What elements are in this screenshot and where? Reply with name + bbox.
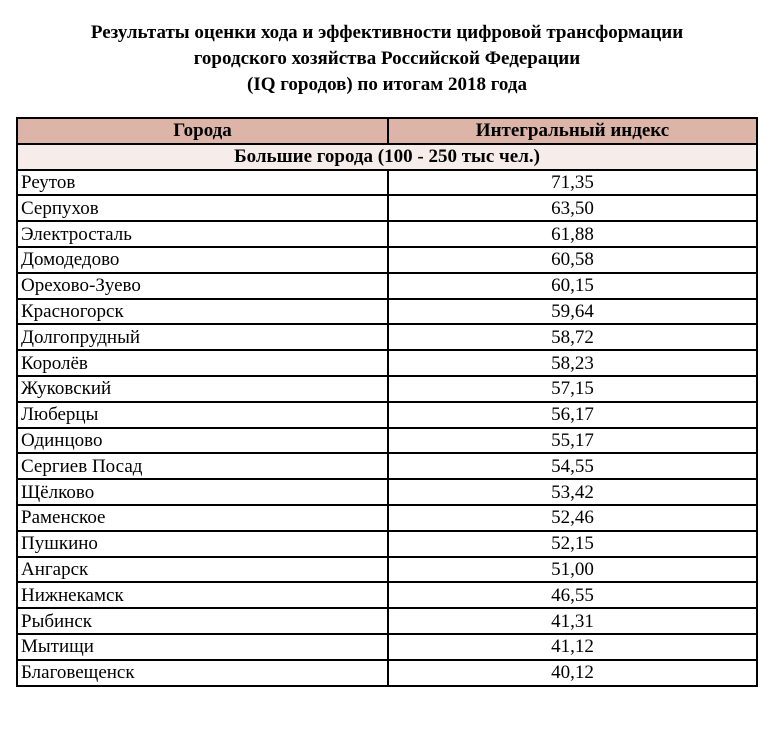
integral-index-value: 60,15 (388, 273, 757, 299)
city-name: Домодедово (17, 247, 388, 273)
table-row (17, 299, 757, 325)
document-title (0, 20, 774, 98)
integral-index-value: 58,23 (388, 350, 757, 376)
table-row (17, 660, 757, 686)
table-row (17, 273, 757, 299)
table-row (17, 453, 757, 479)
city-name: Раменское (17, 505, 388, 531)
city-name: Орехово-Зуево (17, 273, 388, 299)
title-line-2: городского хозяйства Российской Федерации (193, 48, 581, 69)
table-row (17, 221, 757, 247)
section-label: Большие города (100 - 250 тыс чел.) (17, 144, 757, 170)
city-name: Мытищи (17, 634, 388, 660)
integral-index-value: 57,15 (388, 376, 757, 402)
city-name: Королёв (17, 350, 388, 376)
section-row (17, 144, 757, 170)
integral-index-value: 56,17 (388, 402, 757, 428)
integral-index-value: 53,42 (388, 479, 757, 505)
city-name: Электросталь (17, 221, 388, 247)
integral-index-value: 46,55 (388, 582, 757, 608)
city-name: Рыбинск (17, 608, 388, 634)
table-row (17, 608, 757, 634)
table-row (17, 350, 757, 376)
city-name: Щёлково (17, 479, 388, 505)
header-index: Интегральный индекс (388, 118, 757, 144)
integral-index-value: 40,12 (388, 660, 757, 686)
table-row (17, 479, 757, 505)
table-row (17, 195, 757, 221)
table-body (17, 144, 757, 686)
city-name: Красногорск (17, 299, 388, 325)
city-name: Сергиев Посад (17, 453, 388, 479)
table-row (17, 557, 757, 583)
title-line-1: Результаты оценки хода и эффективности цифровой трансформации (90, 22, 684, 43)
table-row (17, 170, 757, 196)
integral-index-value: 61,88 (388, 221, 757, 247)
table-row (17, 247, 757, 273)
table-row (17, 582, 757, 608)
table-row (17, 324, 757, 350)
integral-index-value: 41,31 (388, 608, 757, 634)
city-name: Люберцы (17, 402, 388, 428)
integral-index-value: 54,55 (388, 453, 757, 479)
table-row (17, 634, 757, 660)
integral-index-value: 58,72 (388, 324, 757, 350)
city-name: Долгопрудный (17, 324, 388, 350)
title-line-3: (IQ городов) по итогам 2018 года (247, 74, 527, 95)
city-name: Пушкино (17, 531, 388, 557)
integral-index-value: 55,17 (388, 428, 757, 454)
integral-index-value: 51,00 (388, 557, 757, 583)
table-row (17, 531, 757, 557)
table-row (17, 428, 757, 454)
city-name: Одинцово (17, 428, 388, 454)
header-row (17, 118, 757, 144)
city-name: Реутов (17, 170, 388, 196)
header-city: Города (17, 118, 388, 144)
integral-index-value: 52,15 (388, 531, 757, 557)
city-name: Жуковский (17, 376, 388, 402)
integral-index-value: 71,35 (388, 170, 757, 196)
city-name: Благовещенск (17, 660, 388, 686)
city-name: Серпухов (17, 195, 388, 221)
integral-index-value: 63,50 (388, 195, 757, 221)
table-row (17, 402, 757, 428)
integral-index-value: 60,58 (388, 247, 757, 273)
integral-index-value: 41,12 (388, 634, 757, 660)
table-row (17, 505, 757, 531)
table-row (17, 376, 757, 402)
city-name: Нижнекамск (17, 582, 388, 608)
integral-index-value: 52,46 (388, 505, 757, 531)
city-name: Ангарск (17, 557, 388, 583)
cities-index-table (16, 117, 758, 687)
integral-index-value: 59,64 (388, 299, 757, 325)
